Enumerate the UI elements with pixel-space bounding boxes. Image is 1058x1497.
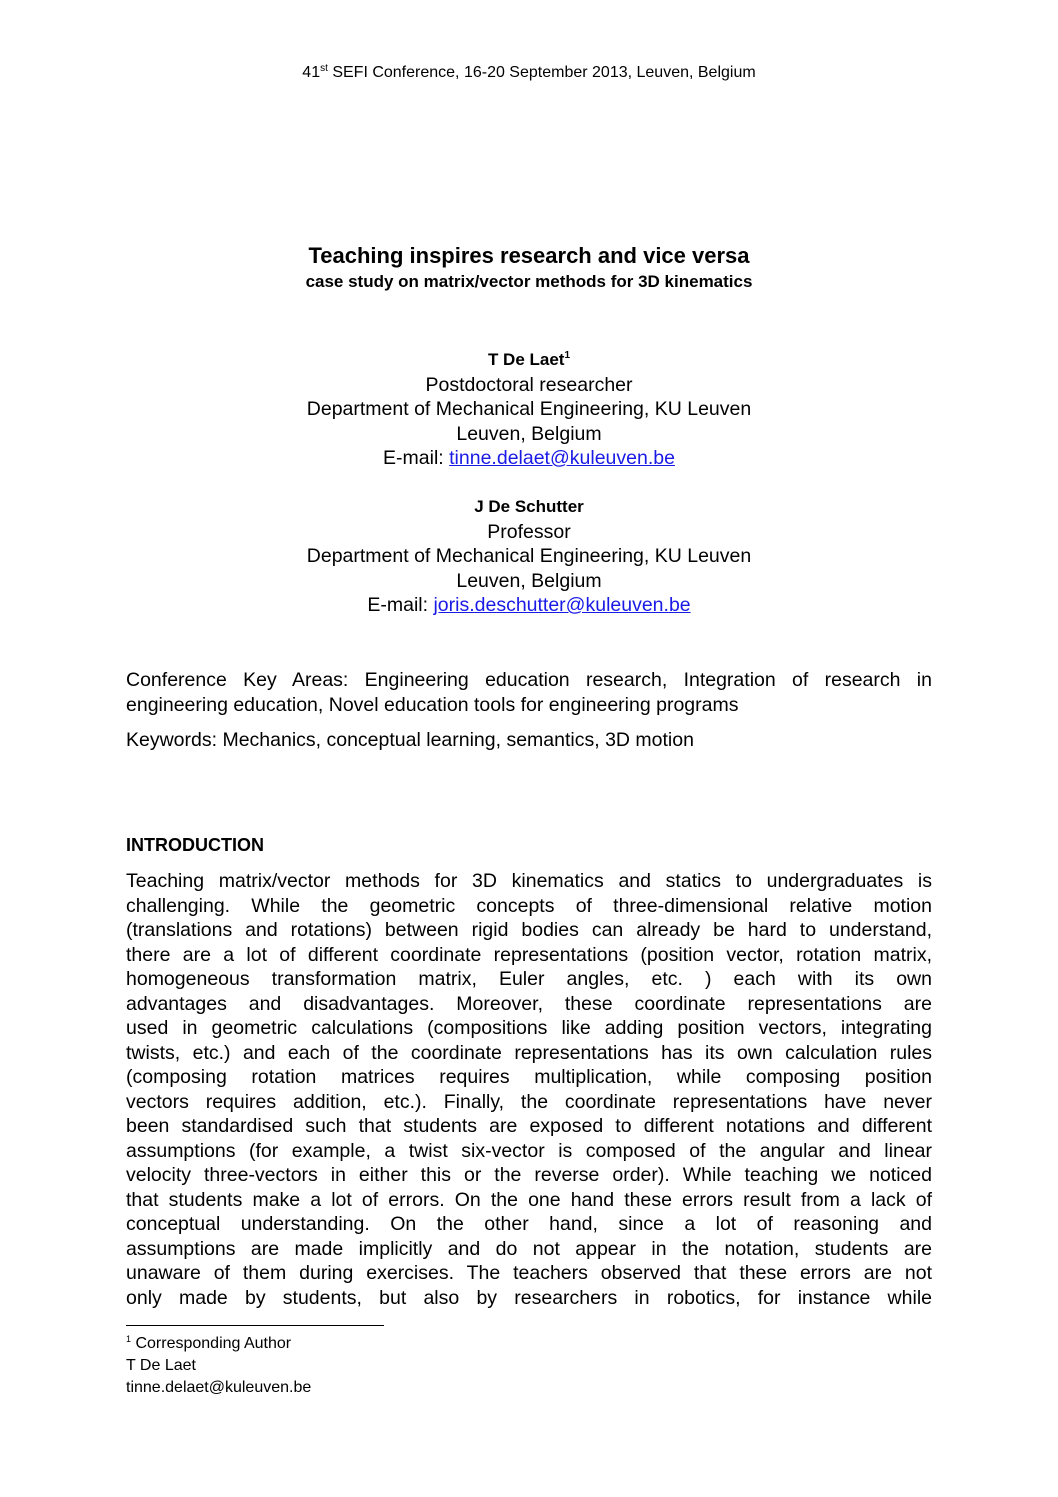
footnote-author-email: tinne.delaet@kuleuven.be bbox=[126, 1379, 312, 1396]
paragraph-line: twists, etc.) and each of the coordinate representations has its own calculation rules bbox=[126, 1041, 932, 1064]
footnote-mark: 1 bbox=[126, 1334, 132, 1344]
footnote-text: Corresponding Author bbox=[131, 1335, 292, 1352]
paragraph-line: unaware of them during exercises. The teachers observed that these errors are not bbox=[126, 1262, 932, 1284]
paragraph-line: homogeneous transformation matrix, Euler angles, etc. ) each with its own bbox=[126, 968, 932, 990]
introduction-paragraph bbox=[126, 869, 932, 1310]
running-header-text: SEFI Conference, 16-20 September 2013, Leuven, Belgium bbox=[327, 64, 756, 81]
author-location: Leuven, Belgium bbox=[456, 569, 602, 592]
author-email-line bbox=[0, 593, 1058, 618]
author-name bbox=[0, 348, 1058, 373]
footnote-author-name: T De Laet bbox=[126, 1357, 196, 1374]
paragraph-line: been standardised such that students are exposed to different notations and different bbox=[126, 1115, 932, 1137]
conference-key-areas: Conference Key Areas: Engineering education research, Integration of research in engineering education, Novel education tools for engineering programs bbox=[126, 669, 932, 716]
footnotes bbox=[126, 1333, 311, 1399]
running-header-prefix: 41 bbox=[302, 64, 321, 81]
paragraph-line: advantages and disadvantages. Moreover, these coordinate representations are bbox=[126, 992, 932, 1015]
paragraph-line: challenging. While the geometric concepts of three-dimensional relative motion bbox=[126, 894, 932, 917]
author-location: Leuven, Belgium bbox=[456, 422, 602, 445]
author-block-1 bbox=[0, 348, 1058, 471]
title-block bbox=[0, 242, 1058, 294]
paper-subtitle: case study on matrix/vector methods for 3D kinematics bbox=[305, 272, 753, 291]
author-department: Department of Mechanical Engineering, KU Leuven bbox=[306, 545, 752, 567]
author-name-text: T De Laet bbox=[487, 350, 565, 369]
paragraph-line: used in geometric calculations (compositions like adding position vectors, integrating bbox=[126, 1017, 932, 1039]
author-role: Professor bbox=[487, 520, 571, 543]
author-email-line bbox=[0, 446, 1058, 471]
author-name: J De Schutter bbox=[474, 497, 584, 516]
paragraph-line: (translations and rotations) between rigid bodies can already be hard to understand, bbox=[126, 919, 932, 941]
paragraph-line: assumptions are made implicitly and do not appear in the notation, students are bbox=[126, 1237, 932, 1260]
author-email-link[interactable]: joris.deschutter@kuleuven.be bbox=[433, 594, 691, 616]
running-header-ordinal: st bbox=[320, 63, 328, 74]
paragraph-line: there are a lot of different coordinate representations (position vector, rotation matrix, bbox=[126, 943, 932, 966]
paragraph-line: conceptual understanding. On the other hand, since a lot of reasoning and bbox=[126, 1213, 932, 1235]
author-department: Department of Mechanical Engineering, KU Leuven bbox=[306, 398, 752, 420]
email-label: E-mail: bbox=[383, 447, 450, 469]
author-block-2 bbox=[0, 495, 1058, 618]
paragraph-line: velocity three-vectors in either this or the reverse order). While teaching we noticed bbox=[126, 1164, 932, 1186]
footnote-line bbox=[126, 1333, 311, 1355]
running-header bbox=[0, 64, 1058, 82]
paragraph-line: only made by students, but also by researchers in robotics, for instance while bbox=[126, 1286, 932, 1309]
author-role: Postdoctoral researcher bbox=[425, 373, 633, 396]
keywords: Keywords: Mechanics, conceptual learning, semantics, 3D motion bbox=[126, 729, 694, 751]
paragraph-line: that students make a lot of errors. On the one hand these errors result from a lack of bbox=[126, 1188, 932, 1211]
author-email-link[interactable]: tinne.delaet@kuleuven.be bbox=[449, 447, 675, 469]
email-label: E-mail: bbox=[367, 594, 434, 616]
footnote-divider bbox=[126, 1325, 384, 1326]
author-footnote-mark: 1 bbox=[564, 350, 571, 361]
paragraph-line: assumptions (for example, a twist six-vector is composed of the angular and linear bbox=[126, 1139, 932, 1162]
paper-title: Teaching inspires research and vice versa bbox=[308, 243, 750, 268]
section-heading-introduction: INTRODUCTION bbox=[126, 835, 264, 855]
paragraph-line: vectors requires addition, etc.). Finally, the coordinate representations have never bbox=[126, 1090, 932, 1113]
paragraph-line: Teaching matrix/vector methods for 3D kinematics and statics to undergraduates is bbox=[126, 870, 932, 892]
paragraph-line: (composing rotation matrices requires multiplication, while composing position bbox=[126, 1066, 932, 1088]
